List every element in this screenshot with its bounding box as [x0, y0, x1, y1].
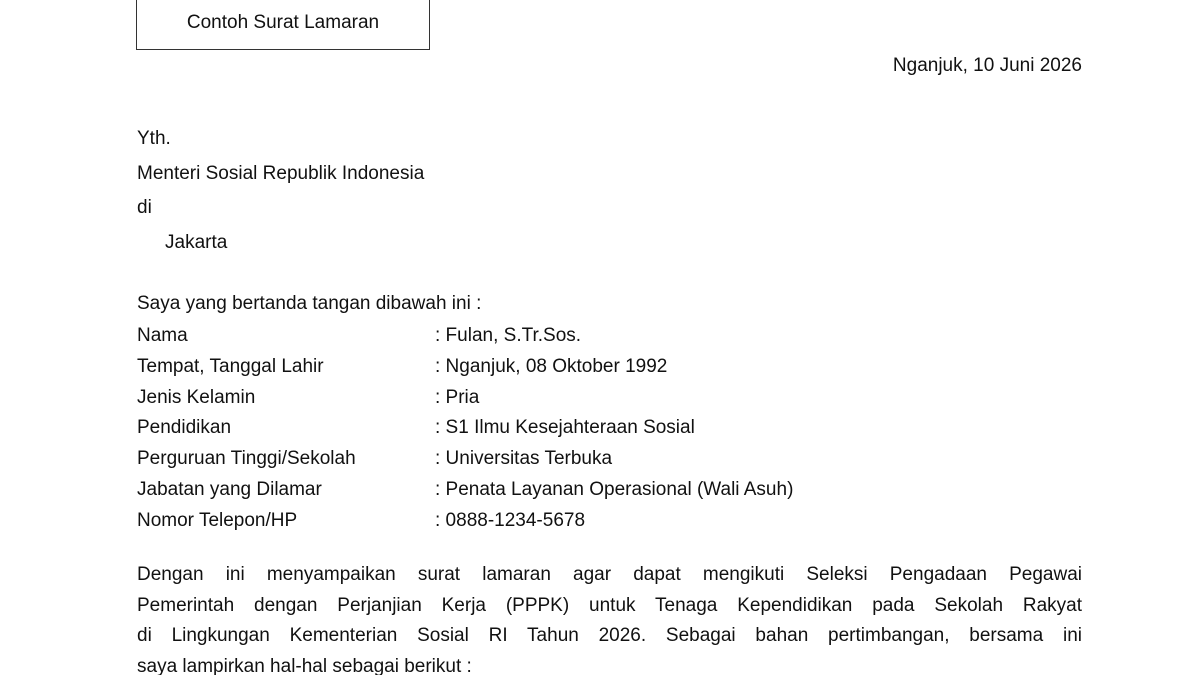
- body-line: Dengan ini menyampaikan surat lamaran agar dapat mengikuti Seleksi Pengadaan Pegawai: [137, 564, 1082, 585]
- field-key: Perguruan Tinggi/Sekolah: [137, 448, 356, 470]
- field-row-position: [137, 475, 793, 506]
- field-row-birth: [137, 352, 793, 383]
- field-value: : Pria: [435, 386, 480, 408]
- field-key: Jenis Kelamin: [137, 386, 256, 408]
- field-row-education: [137, 413, 793, 444]
- field-row-name: [137, 321, 793, 352]
- field-value: : Penata Layanan Operasional (Wali Asuh): [435, 478, 794, 500]
- recipient-city: Jakarta: [165, 231, 228, 253]
- field-key: Jabatan yang Dilamar: [137, 478, 322, 500]
- field-value: : S1 Ilmu Kesejahteraan Sosial: [435, 417, 695, 439]
- recipient-address: [137, 122, 424, 260]
- body-line: saya lampirkan hal-hal sebagai berikut :: [137, 655, 472, 675]
- field-value: : Universitas Terbuka: [435, 448, 613, 470]
- field-row-university: [137, 444, 793, 475]
- document-title: Contoh Surat Lamaran: [186, 12, 380, 33]
- field-key: Nomor Telepon/HP: [137, 509, 298, 531]
- salutation: Yth.: [137, 128, 171, 149]
- applicant-fields: [137, 321, 793, 537]
- recipient-di: di: [137, 197, 152, 218]
- field-key: Tempat, Tanggal Lahir: [137, 355, 324, 377]
- field-row-phone: [137, 506, 793, 537]
- recipient-name: Menteri Sosial Republik Indonesia: [137, 162, 425, 184]
- body-line: Pemerintah dengan Perjanjian Kerja (PPPK) untuk Tenaga Kependidikan pada Sekolah Rakyat: [137, 594, 1082, 616]
- letter-date: Nganjuk, 10 Juni 2026: [892, 55, 1082, 76]
- field-key: Pendidikan: [137, 417, 232, 439]
- field-value: : 0888-1234-5678: [435, 509, 586, 531]
- body-paragraph: [137, 560, 1082, 675]
- field-value: : Nganjuk, 08 Oktober 1992: [435, 355, 668, 377]
- field-value: : Fulan, S.Tr.Sos.: [435, 325, 582, 346]
- document-title-box: [136, 0, 430, 50]
- field-row-gender: [137, 383, 793, 414]
- body-line: di Lingkungan Kementerian Sosial RI Tahun 2026. Sebagai bahan pertimbangan, bersama ini: [137, 625, 1082, 646]
- intro-line: Saya yang bertanda tangan dibawah ini :: [137, 293, 482, 314]
- field-key: Nama: [137, 325, 188, 346]
